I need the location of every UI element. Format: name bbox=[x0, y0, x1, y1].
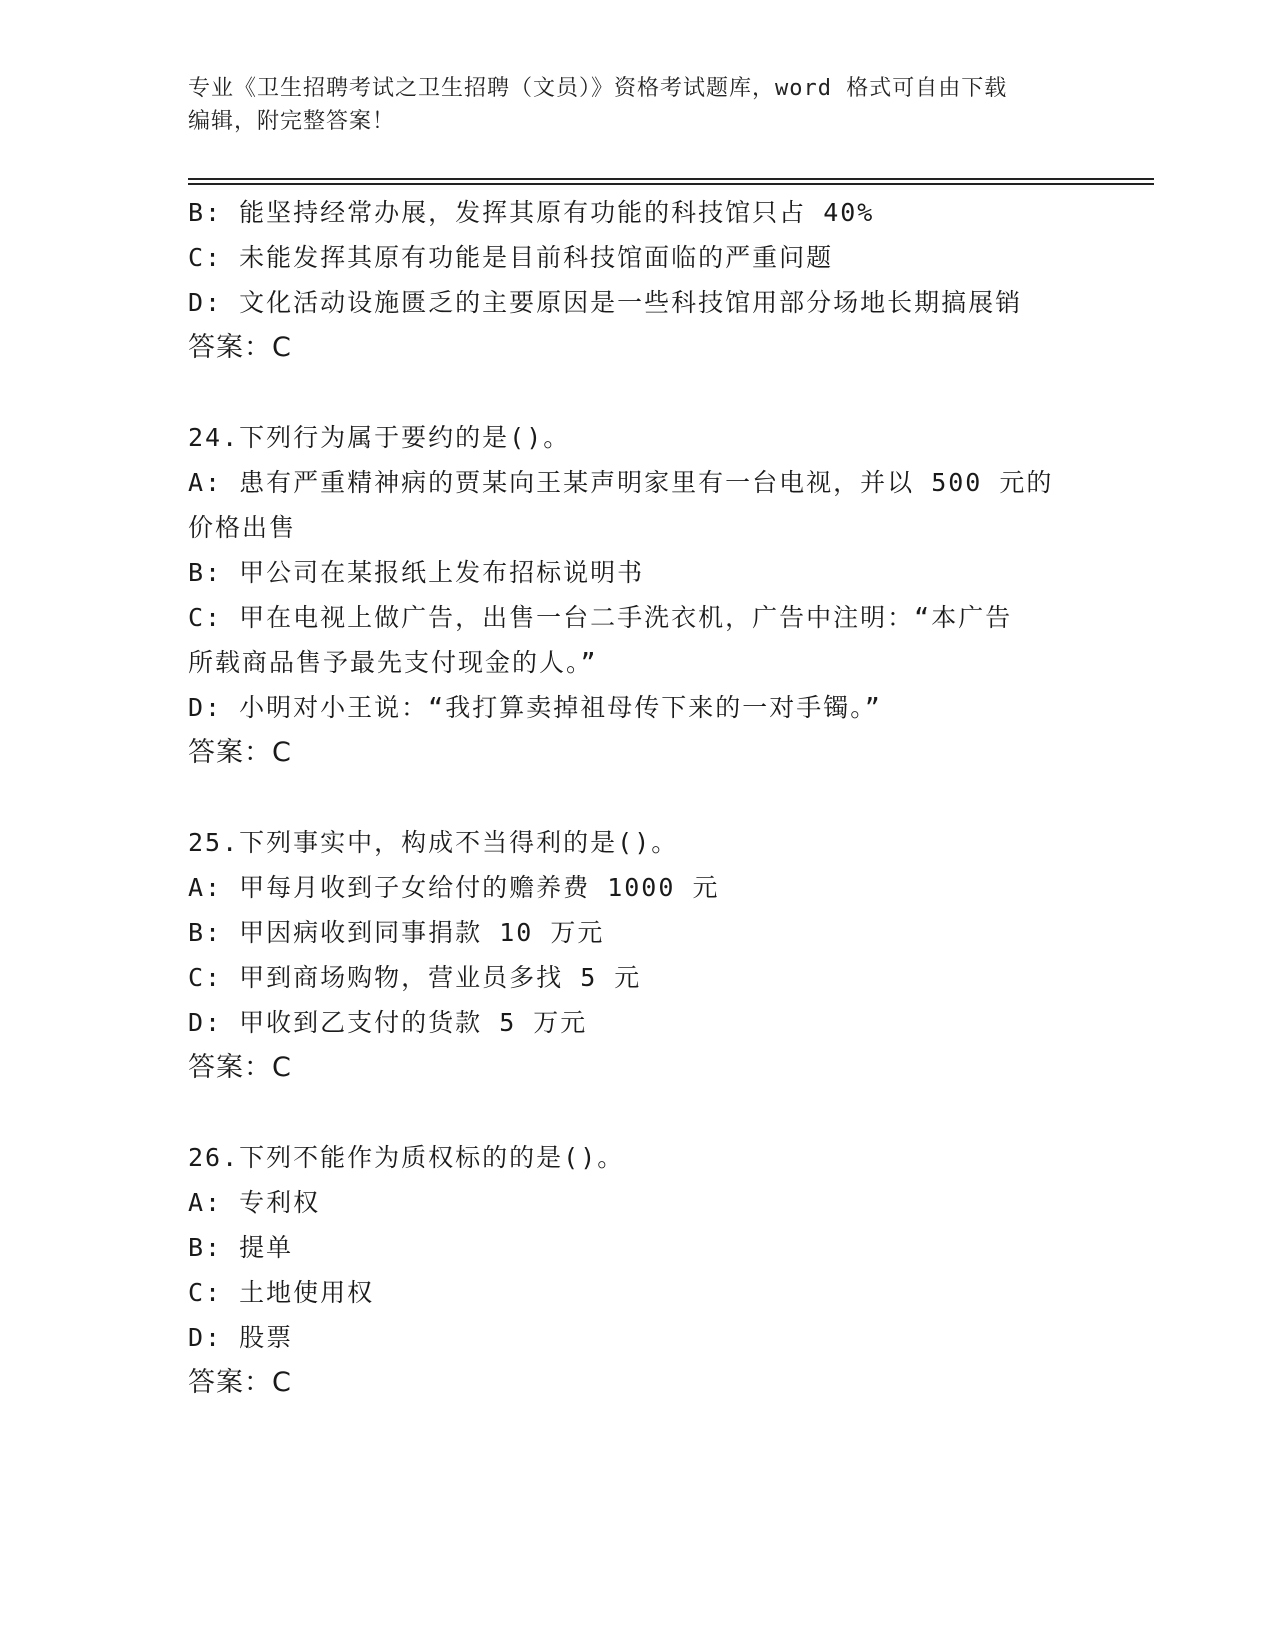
spacer bbox=[188, 775, 1088, 820]
option-a: A: 患有严重精神病的贾某向王某声明家里有一台电视，并以 500 元的 bbox=[188, 468, 1054, 497]
option-d: D: 文化活动设施匮乏的主要原因是一些科技馆用部分场地长期搞展销 bbox=[188, 288, 1023, 317]
document-body bbox=[188, 190, 1088, 1405]
option-d: D: 股票 bbox=[188, 1323, 294, 1352]
answer: 答案：C bbox=[188, 737, 292, 768]
option-c: C: 甲到商场购物，营业员多找 5 元 bbox=[188, 963, 642, 992]
answer: 答案：C bbox=[188, 332, 292, 363]
answer: 答案：C bbox=[188, 1367, 292, 1398]
option-a: A: 甲每月收到子女给付的赡养费 1000 元 bbox=[188, 873, 720, 902]
answer: 答案：C bbox=[188, 1052, 292, 1083]
option-a: A: 专利权 bbox=[188, 1188, 321, 1217]
option-c-continued: 所载商品售予最先支付现金的人。” bbox=[188, 648, 598, 677]
spacer bbox=[188, 370, 1088, 415]
header-rule-top bbox=[188, 178, 1154, 180]
option-b: B: 能坚持经常办展，发挥其原有功能的科技馆只占 40% bbox=[188, 198, 875, 227]
question-26 bbox=[188, 1135, 1088, 1405]
question-text: 24.下列行为属于要约的是()。 bbox=[188, 423, 571, 452]
option-d: D: 甲收到乙支付的货款 5 万元 bbox=[188, 1008, 588, 1037]
option-b: B: 提单 bbox=[188, 1233, 294, 1262]
question-text: 25.下列事实中，构成不当得利的是()。 bbox=[188, 828, 679, 857]
option-b: B: 甲公司在某报纸上发布招标说明书 bbox=[188, 558, 645, 587]
header-line-1: 专业《卫生招聘考试之卫生招聘（文员）》资格考试题库，word 格式可自由下载 bbox=[188, 76, 1008, 101]
option-c: C: 未能发挥其原有功能是目前科技馆面临的严重问题 bbox=[188, 243, 834, 272]
option-a-continued: 价格出售 bbox=[188, 513, 297, 542]
option-b: B: 甲因病收到同事捐款 10 万元 bbox=[188, 918, 605, 947]
option-c: C: 土地使用权 bbox=[188, 1278, 375, 1307]
header-rule-bottom bbox=[188, 183, 1154, 185]
header-line-2: 编辑，附完整答案！ bbox=[188, 109, 396, 134]
question-24 bbox=[188, 415, 1088, 775]
option-d: D: 小明对小王说：“我打算卖掉祖母传下来的一对手镯。” bbox=[188, 693, 882, 722]
question-25 bbox=[188, 820, 1088, 1090]
option-c: C: 甲在电视上做广告，出售一台二手洗衣机，广告中注明：“本广告 bbox=[188, 603, 1013, 632]
question-text: 26.下列不能作为质权标的的是()。 bbox=[188, 1143, 625, 1172]
spacer bbox=[188, 1090, 1088, 1135]
document-header bbox=[188, 72, 1068, 138]
question-23-continued bbox=[188, 190, 1088, 370]
